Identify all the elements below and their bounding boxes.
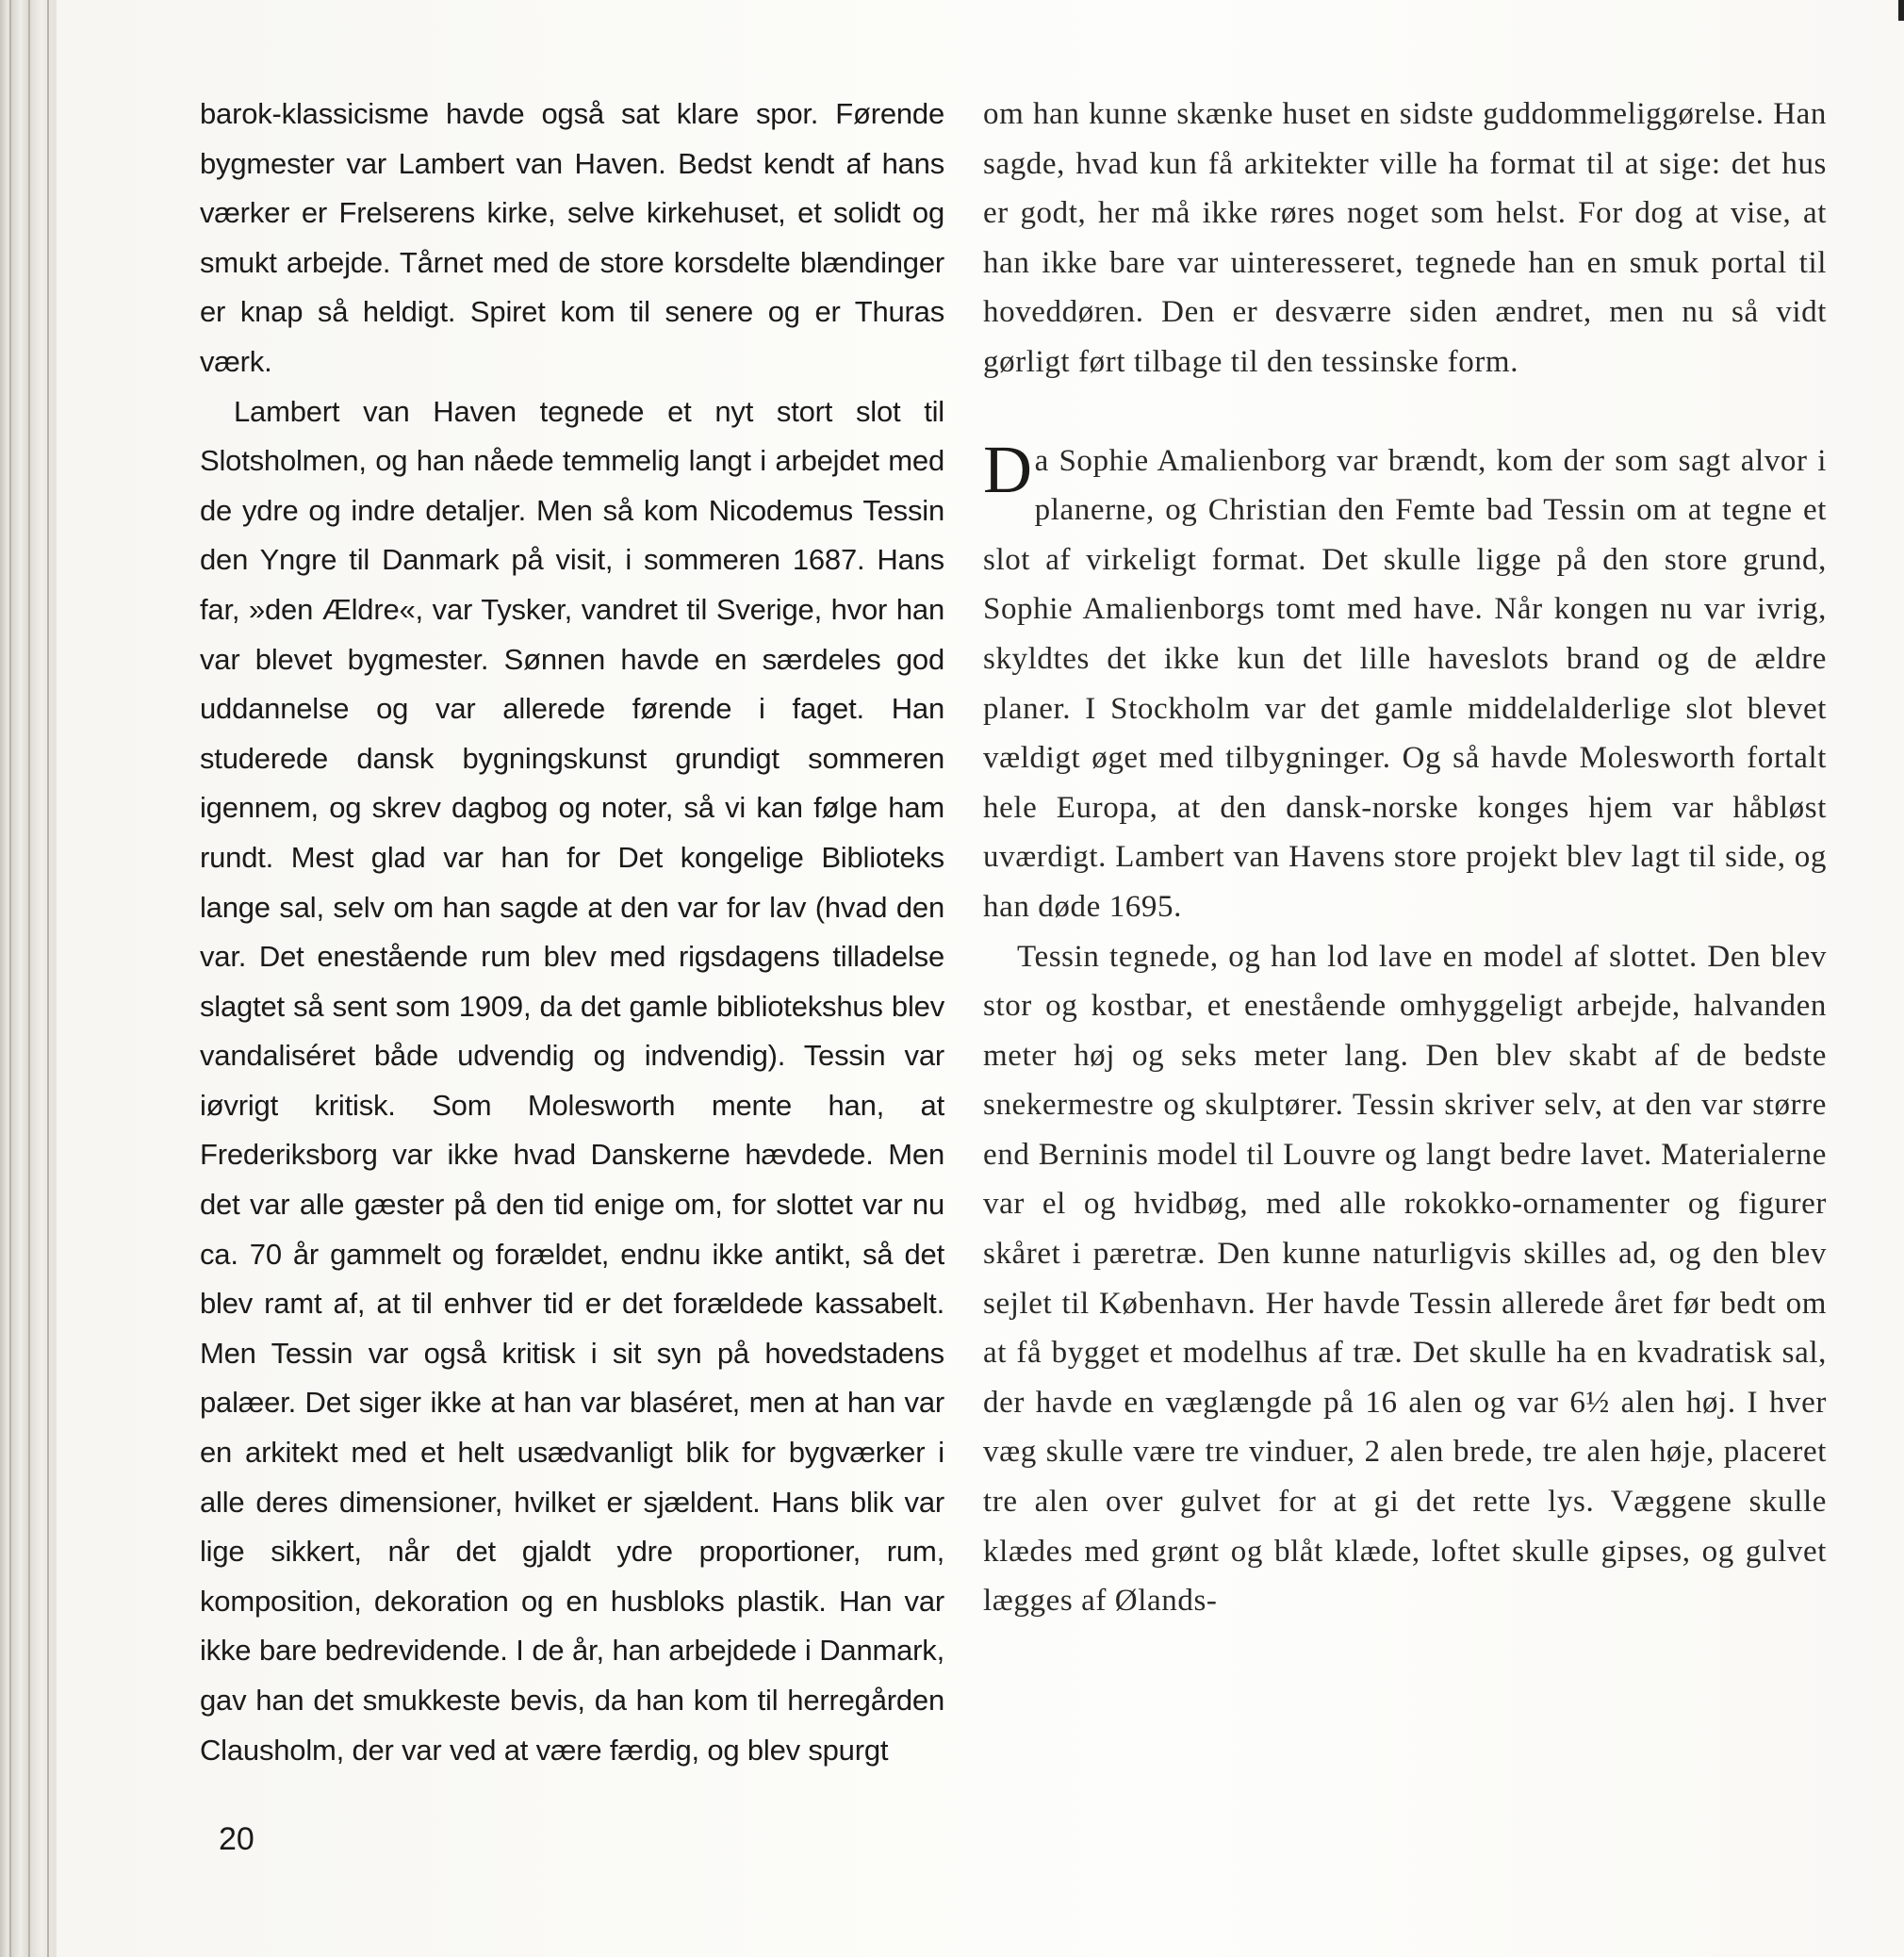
right-paragraph-2-text: a Sophie Amalienborg var brændt, kom der som sagt alvor i planerne, og Christian den Femte bad Tessin om at tegne et slot af virkeligt format. Det skulle ligge på den store grund, Sophie Amalienborgs tomt med have. Når kongen nu var ivrig, skyldtes det ikke kun det lille haveslots brand og de ældre planer. I Stockholm var det gamle middelalderlige slot blevet vældigt øget med tilbygninger. Og så havde Molesworth fortalt hele Europa, at den dansk-norske konges hjem var håbløst uværdigt. Lambert van Havens store projekt blev lagt til side, og han døde 1695. — [983, 443, 1827, 924]
page-edge-line — [47, 0, 49, 1957]
left-text-column — [200, 90, 944, 1775]
right-paragraph-1: om han kunne skænke huset en sidste guddommeliggørelse. Han sagde, hvad kun få arkitekter ville ha format til at sige: det hus er godt, her må ikke røres noget som helst. For dog at vise, at han ikke bare var uinteresseret, tegnede han en smuk portal til hoveddøren. Den er desværre siden ændret, men nu så vidt gørligt ført tilbage til den tessinske form. — [983, 97, 1827, 379]
page-edge-line — [9, 0, 11, 1957]
page-number: 20 — [219, 1821, 254, 1857]
right-paragraph-2 — [983, 431, 1827, 932]
drop-cap: D — [983, 431, 1033, 507]
left-paragraph-1: barok-klassicisme havde også sat klare spor. Førende bygmester var Lambert van Haven. Bedst kendt af hans værker er Frelserens kirke, selve kirkehuset, et solidt og smukt arbejde. Tårnet med de store korsdelte blændinger er knap så heldigt. Spiret kom til senere og er Thuras værk. — [200, 97, 944, 378]
right-paragraph-3: Tessin tegnede, og han lod lave en model af slottet. Den blev stor og kostbar, et enestående omhyggeligt arbejde, halvanden meter høj og seks meter lang. Den blev skabt af de bedste snekermestre og skulptører. Tessin skriver selv, at den var større end Berninis model til Louvre og langt bedre lavet. Materialerne var el og hvidbøg, med alle rokokko-ornamenter og figurer skåret i pæretræ. Den kunne naturligvis skilles ad, og den blev sejlet til København. Her havde Tessin allerede året før bedt om at få bygget et modelhus af træ. Det skulle ha en kvadratisk sal, der havde en væglængde på 16 alen og var 6½ alen høj. I hver væg skulle være tre vinduer, 2 alen brede, tre alen høje, placeret tre alen over gulvet for at gi det rette lys. Væggene skulle klædes med grønt og blåt klæde, loftet skulle gipses, og gulvet lægges af Ølands- — [983, 939, 1827, 1619]
scan-corner-mark — [1898, 0, 1904, 21]
right-text-column — [983, 90, 1827, 1626]
page-edge-line — [28, 0, 30, 1957]
left-paragraph-2: Lambert van Haven tegnede et nyt stort slot til Slotsholmen, og han nåede temmelig langt i arbejdet med de ydre og indre detaljer. Men så kom Nicodemus Tessin den Yngre til Danmark på visit, i sommeren 1687. Hans far, »den Ældre«, var Tysker, vandret til Sverige, hvor han var blevet bygmester. Sønnen havde en særdeles god uddannelse og var allerede førende i faget. Han studerede dansk bygningskunst grundigt sommeren igennem, og skrev dagbog og noter, så vi kan følge ham rundt. Mest glad var han for Det kongelige Biblioteks lange sal, selv om han sagde at den var for lav (hvad den var. Det enestående rum blev med rigsdagens tilladelse slagtet så sent som 1909, da det gamle bibliotekshus blev vandaliséret både udvendig og indvendig). Tessin var iøvrigt kritisk. Som Molesworth mente han, at Frederiksborg var ikke hvad Danskerne hævdede. Men det var alle gæster på den tid enige om, for slottet var nu ca. 70 år gammelt og forældet, endnu ikke antikt, så det blev ramt af, at til enhver tid er det forældede kassabelt. Men Tessin var også kritisk i sit syn på hovedstadens palæer. Det siger ikke at han var blaséret, men at han var en arkitekt med et helt usædvanligt blik for bygværker i alle deres dimensioner, hvilket er sjældent. Hans blik var lige sikkert, når det gjaldt ydre proportioner, rum, komposition, dekoration og en husbloks plastik. Han var ikke bare bedrevidende. I de år, han arbejdede i Danmark, gav han det smukkeste bevis, da han kom til herregården Clausholm, der var ved at være færdig, og blev spurgt — [200, 394, 944, 1767]
section-break — [983, 387, 1827, 436]
